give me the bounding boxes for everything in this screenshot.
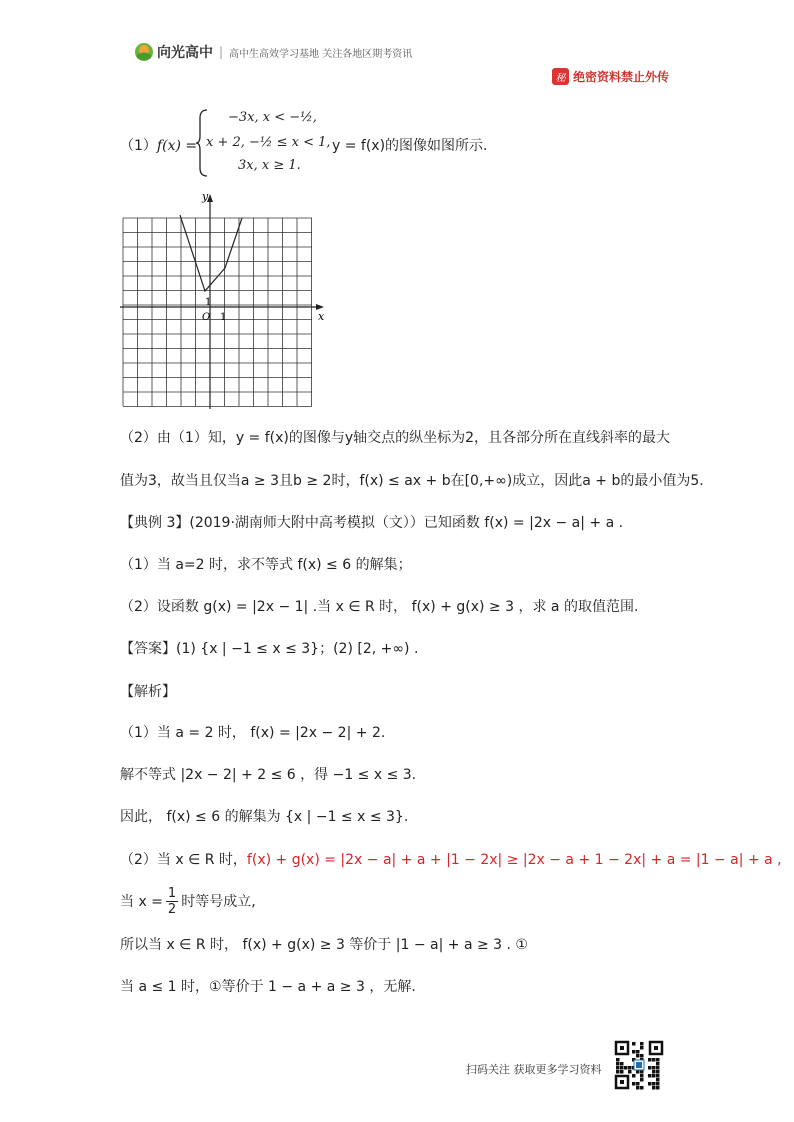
qr-module <box>616 1062 620 1066</box>
qr-module <box>648 1074 652 1078</box>
analysis-line-6: 所以当 x ∈ R 时， f(x) + g(x) ≥ 3 等价于 |1 − a| + a ≥ 3 . ① <box>120 937 528 953</box>
analysis-line-5-prefix: 当 x = <box>120 893 163 910</box>
q2-solution-line-1: （2）由（1）知，y = f(x)的图像与y轴交点的纵坐标为2，且各部分所在直线斜率的最大 <box>120 430 671 446</box>
qr-module <box>632 1042 636 1046</box>
case-2: x + 2, −½ ≤ x < 1, <box>206 135 331 150</box>
footer-text: 扫码关注 获取更多学习资料 <box>466 1063 602 1076</box>
qr-module <box>640 1042 644 1046</box>
answer: 【答案】(1) {x | −1 ≤ x ≤ 3}；(2) [2, +∞) . <box>120 641 419 657</box>
qr-module <box>652 1066 656 1070</box>
qr-module <box>648 1058 652 1062</box>
qr-module <box>656 1078 660 1082</box>
qr-module <box>640 1054 644 1058</box>
qr-module <box>656 1086 660 1090</box>
qr-module <box>652 1082 656 1086</box>
qr-module <box>620 1070 624 1074</box>
function-curve <box>180 215 242 291</box>
analysis-line-7: 当 a ≤ 1 时，①等价于 1 − a + a ≥ 3 ，无解. <box>120 979 416 995</box>
qr-module <box>616 1058 620 1062</box>
qr-module <box>656 1074 660 1078</box>
qr-module <box>652 1058 656 1062</box>
qr-module <box>640 1046 644 1050</box>
function-graph <box>120 188 340 410</box>
qr-module <box>636 1070 640 1074</box>
header-slogan: 高中生高效学习基地 关注各地区期考资讯 <box>229 48 413 60</box>
header-separator: | <box>219 45 224 59</box>
qr-module <box>624 1066 628 1070</box>
x-tick-label: 1 <box>220 312 227 323</box>
y-axis-label: y <box>202 190 209 203</box>
qr-module <box>640 1078 644 1082</box>
qr-module <box>656 1062 660 1066</box>
qr-module <box>640 1086 644 1090</box>
qr-code-icon[interactable] <box>614 1040 664 1090</box>
example-3-title: 【典例 3】(2019·湖南师大附中高考模拟（文））已知函数 f(x) = |2x − a| + a . <box>120 515 624 531</box>
graph-reference: y = f(x)的图像如图所示. <box>332 138 488 154</box>
analysis-line-4 <box>120 851 782 869</box>
qr-module <box>656 1058 660 1062</box>
qr-module <box>656 1066 660 1070</box>
qr-module <box>648 1082 652 1086</box>
part-label: （1） <box>120 138 157 154</box>
qr-module <box>628 1066 632 1070</box>
qr-module <box>632 1082 636 1086</box>
analysis-line-5 <box>120 886 256 917</box>
qr-module <box>640 1074 644 1078</box>
graph-grid <box>123 218 312 407</box>
x-axis-label: x <box>318 310 325 323</box>
qr-module <box>652 1070 656 1074</box>
sun-logo-icon <box>134 42 154 62</box>
qr-module <box>616 1070 620 1074</box>
qr-module <box>656 1070 660 1074</box>
analysis-title: 【解析】 <box>120 684 176 700</box>
function-name: f(x) = <box>156 138 198 154</box>
qr-module <box>656 1082 660 1086</box>
qr-module <box>636 1086 640 1090</box>
qr-module <box>636 1082 640 1086</box>
piecewise-definition <box>120 108 540 178</box>
confidential-text: 绝密资料禁止外传 <box>573 70 670 84</box>
case-1: −3x, x < −½, <box>228 110 317 125</box>
y-tick-label: 1 <box>205 297 212 308</box>
fraction-half <box>166 886 178 917</box>
qr-module <box>652 1086 656 1090</box>
example-3-part-1: （1）当 a=2 时，求不等式 f(x) ≤ 6 的解集； <box>120 557 412 573</box>
qr-module <box>632 1050 636 1054</box>
qr-module <box>620 1066 624 1070</box>
qr-module <box>648 1066 652 1070</box>
qr-module <box>652 1074 656 1078</box>
analysis-line-1: （1）当 a = 2 时， f(x) = |2x − 2| + 2. <box>120 725 386 741</box>
qr-module <box>628 1070 632 1074</box>
brand-logo <box>134 42 412 62</box>
confidential-notice <box>552 68 669 85</box>
qr-module <box>616 1066 620 1070</box>
fraction-denominator: 2 <box>167 902 177 917</box>
analysis-line-2: 解不等式 |2x − 2| + 2 ≤ 6 ，得 −1 ≤ x ≤ 3. <box>120 767 417 783</box>
analysis-line-3: 因此， f(x) ≤ 6 的解集为 {x | −1 ≤ x ≤ 3}. <box>120 809 409 825</box>
case-3: 3x, x ≥ 1. <box>238 158 301 173</box>
origin-label: O <box>202 312 211 323</box>
q2-solution-line-2: 值为3，故当且仅当a ≥ 3且b ≥ 2时，f(x) ≤ ax + b在[0,+∞)成立，因此a + b的最小值为5. <box>120 473 704 489</box>
analysis-line-5-suffix: 时等号成立, <box>181 893 256 910</box>
qr-module <box>620 1062 624 1066</box>
qr-module <box>640 1070 644 1074</box>
secret-badge-icon: 秘 <box>552 68 569 85</box>
brand-name: 向光高中 <box>157 45 213 61</box>
qr-module <box>636 1050 640 1054</box>
fraction-numerator: 1 <box>167 886 177 901</box>
highlighted-inequality: f(x) + g(x) = |2x − a| + a + |1 − 2x| ≥ |2x − a + 1 − 2x| + a = |1 − a| + a , <box>246 852 782 868</box>
qr-module <box>632 1074 636 1078</box>
analysis-line-4-prefix: （2）当 x ∈ R 时， <box>120 852 247 868</box>
qr-module <box>636 1054 640 1058</box>
example-3-part-2: （2）设函数 g(x) = |2x − 1| .当 x ∈ R 时， f(x) + g(x) ≥ 3 ，求 a 的取值范围. <box>120 599 639 615</box>
